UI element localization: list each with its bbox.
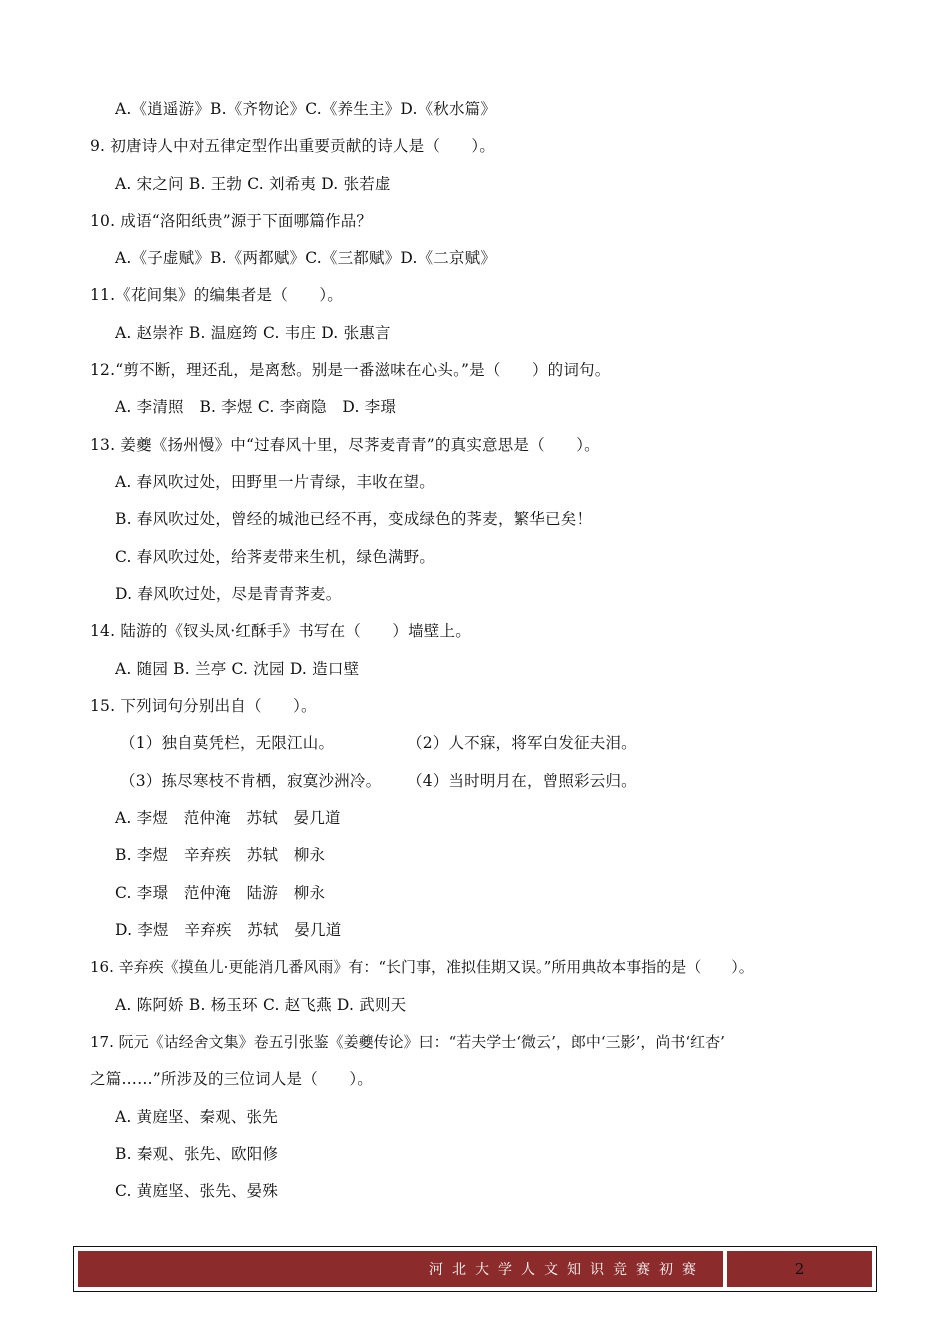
- q13-option-a: A. 春风吹过处，田野里一片青绿，丰收在望。: [115, 473, 435, 491]
- footer-title: 河北大学人文知识竞赛初赛: [78, 1251, 723, 1287]
- q8-options: A.《逍遥游》B.《齐物论》C.《养生主》D.《秋水篇》: [115, 100, 497, 118]
- page-number: 2: [727, 1251, 872, 1287]
- question-13: 13. 姜夔《扬州慢》中“过春风十里，尽荠麦青青”的真实意思是（ ）。: [90, 436, 600, 454]
- question-14: 14. 陆游的《钗头凤·红酥手》书写在（ ）墙壁上。: [90, 622, 471, 640]
- question-10: 10. 成语“洛阳纸贵”源于下面哪篇作品？: [90, 212, 373, 230]
- q13-option-d: D. 春风吹过处，尽是青青荠麦。: [115, 585, 342, 603]
- q17-option-c: C. 黄庭坚、张先、晏殊: [115, 1182, 279, 1200]
- q17-option-a: A. 黄庭坚、秦观、张先: [115, 1108, 278, 1126]
- q10-options: A.《子虚赋》B.《两都赋》C.《三都赋》D.《二京赋》: [115, 249, 497, 267]
- q15-option-c: C. 李璟 范仲淹 陆游 柳永: [115, 884, 326, 902]
- q15-option-a: A. 李煜 范仲淹 苏轼 晏几道: [115, 809, 341, 827]
- question-16: 16. 辛弃疾《摸鱼儿·更能消几番风雨》有：“长门事，准拟佳期又误。”所用典故本事指的是（ ）。: [90, 958, 754, 976]
- q14-options: A. 随园 B. 兰亭 C. 沈园 D. 造口壁: [115, 660, 360, 678]
- question-17-line-2: 之篇……”所涉及的三位词人是（ ）。: [90, 1070, 373, 1088]
- question-17-line-1: 17. 阮元《诂经舍文集》卷五引张鉴《姜夔传论》曰：“若夫学士‘微云’，郎中‘三影’，尚书‘红杏’: [90, 1033, 725, 1051]
- q17-option-b: B. 秦观、张先、欧阳修: [115, 1145, 279, 1163]
- q9-options: A. 宋之问 B. 王勃 C. 刘希夷 D. 张若虚: [115, 175, 391, 193]
- question-11: 11.《花间集》的编集者是（ ）。: [90, 286, 344, 304]
- q12-options: A. 李清照 B. 李煜 C. 李商隐 D. 李璟: [115, 398, 397, 416]
- question-9: 9. 初唐诗人中对五律定型作出重要贡献的诗人是（ ）。: [90, 137, 496, 155]
- q15-line-1: （1）独自莫凭栏，无限江山。: [120, 734, 335, 752]
- q11-options: A. 赵崇祚 B. 温庭筠 C. 韦庄 D. 张惠言: [115, 324, 391, 342]
- q15-option-b: B. 李煜 辛弃疾 苏轼 柳永: [115, 846, 326, 864]
- q13-option-c: C. 春风吹过处，给荠麦带来生机，绿色满野。: [115, 548, 436, 566]
- question-12: 12.“剪不断，理还乱，是离愁。别是一番滋味在心头。”是（ ）的词句。: [90, 361, 611, 379]
- q15-line-4: （4）当时明月在，曾照彩云归。: [407, 772, 637, 790]
- q15-line-2: （2）人不寐，将军白发征夫泪。: [407, 734, 637, 752]
- q16-options: A. 陈阿娇 B. 杨玉环 C. 赵飞燕 D. 武则天: [115, 996, 407, 1014]
- q13-option-b: B. 春风吹过处，曾经的城池已经不再，变成绿色的荠麦，繁华已矣！: [115, 510, 593, 528]
- q15-option-d: D. 李煜 辛弃疾 苏轼 晏几道: [115, 921, 342, 939]
- question-15: 15. 下列词句分别出自（ ）。: [90, 697, 317, 715]
- page-footer: [73, 1246, 877, 1292]
- q15-line-3: （3）拣尽寒枝不肯栖，寂寞沙洲冷。: [120, 772, 382, 790]
